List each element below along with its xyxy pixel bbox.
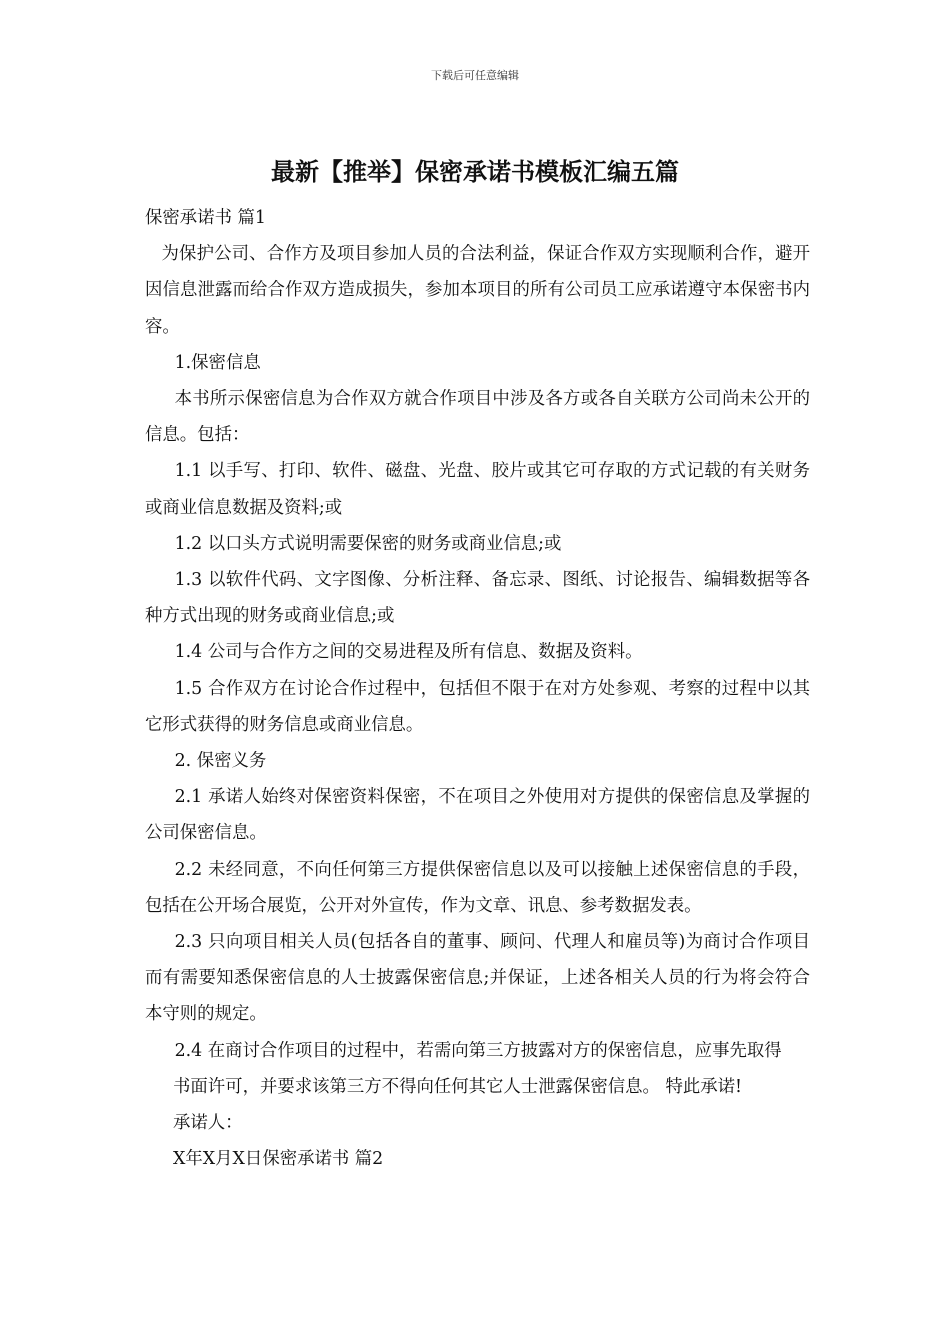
paragraph: 1.2 以口头方式说明需要保密的财务或商业信息;或 [174,533,562,554]
paragraph: 2.4 在商讨合作项目的过程中，若需向第三方披露对方的保密信息，应事先取得 [174,1040,782,1061]
paragraph: 1.1 以手写、打印、软件、磁盘、光盘、胶片或其它可存取的方式记载的有关财务或商业信息数据及资料;或 [145,461,810,518]
document-title: 最新【推举】保密承诺书模板汇编五篇 [271,158,679,186]
paragraph: 本书所示保密信息为合作双方就合作项目中涉及各方或各自关联方公司尚未公开的信息。包括： [145,389,810,446]
paragraph: 承诺人： [173,1113,243,1134]
paragraph: 2.3 只向项目相关人员(包括各自的董事、顾问、代理人和雇员等)为商讨合作项目而有需要知悉保密信息的人士披露保密信息;并保证，上述各相关人员的行为将会符合本守则的规定。 [145,932,810,1025]
document-body [145,200,810,1177]
paragraph: 为保护公司、合作方及项目参加人员的合法利益，保证合作双方实现顺利合作，避开因信息泄露而给合作双方造成损失，参加本项目的所有公司员工应承诺遵守本保密书内容。 [145,244,810,337]
paragraph: 保密承诺书 篇1 [145,208,266,228]
paragraph: 1.5 合作双方在讨论合作过程中，包括但不限于在对方处参观、考察的过程中以其它形式获得的财务信息或商业信息。 [145,678,810,735]
paragraph: 1.4 公司与合作方之间的交易进程及所有信息、数据及资料。 [174,642,643,663]
paragraph: X年X月X日保密承诺书 篇2 [173,1149,384,1170]
paragraph: 1.3 以软件代码、文字图像、分析注释、备忘录、图纸、讨论报告、编辑数据等各种方式出现的财务或商业信息;或 [145,570,810,627]
paragraph: 1.保密信息 [174,352,261,373]
paragraph: 2.1 承诺人始终对保密资料保密，不在项目之外使用对方提供的保密信息及掌握的公司保密信息。 [145,787,810,844]
paragraph: 2. 保密义务 [174,751,267,772]
paragraph: 书面许可，并要求该第三方不得向任何其它人士泄露保密信息。 特此承诺! [173,1076,743,1097]
paragraph: 2.2 未经同意，不向任何第三方提供保密信息以及可以接触上述保密信息的手段，包括在公开场合展览，公开对外宣传，作为文章、讯息、参考数据发表。 [145,859,810,916]
header-note: 下载后可任意编辑 [431,69,519,82]
